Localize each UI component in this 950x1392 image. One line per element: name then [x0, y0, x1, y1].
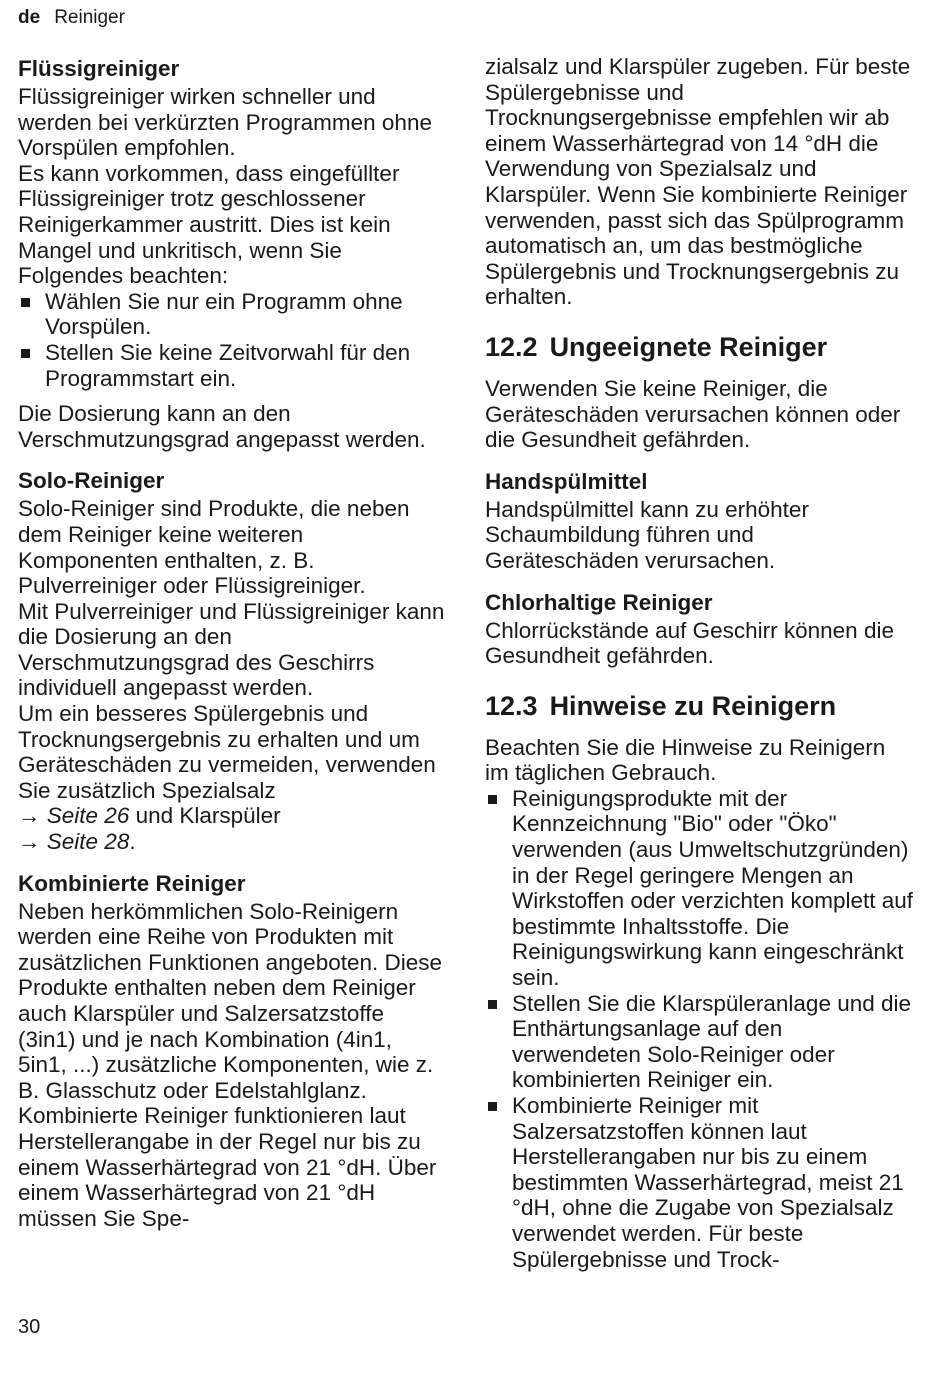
heading-fluessigreiniger: Flüssigreiniger — [18, 56, 180, 81]
paragraph: Flüssigreiniger wirken schneller und werden bei verkürzten Programmen ohne Vorspülen empfohlen. — [18, 84, 432, 161]
heading-solo-reiniger: Solo-Reiniger — [18, 468, 165, 494]
list-item: Stellen Sie keine Zeitvorwahl für den Programmstart ein. — [18, 340, 446, 391]
paragraph: Es kann vorkommen, dass eingefüllter Flüssigreiniger trotz geschlossener Reinigerkammer austritt. Dies ist kein Mangel und unkritisch, wenn Sie Folgendes beachten: — [18, 160, 400, 289]
heading-kombinierte-reiniger: Kombinierte Reiniger — [18, 870, 246, 896]
paragraph: Mit Pulverreiniger und Flüssigreiniger kann die Dosierung an den Verschmutzungsgrad des Geschirrs individuell angepasst werden. — [18, 598, 445, 701]
arrow-icon: → — [18, 829, 41, 855]
list-item: Kombinierte Reiniger mit Salzersatzstoffen können laut Herstellerangaben nur bis zu einem bestimmten Wasserhärtegrad, meist 21 °dH, ohne die Zugabe von Spezialsalz verwendet werden. Für beste Spülergebnisse und Trock- — [485, 1093, 913, 1272]
paragraph: Solo-Reiniger sind Produkte, die neben dem Reiniger keine weiteren Komponenten enthalten, z. B. Pulverreiniger oder Flüssigreiniger. — [18, 496, 410, 599]
paragraph: zialsalz und Klarspüler zugeben. Für beste Spülergebnisse und Trocknungsergebnisse empfehlen wir ab einem Wasserhärtegrad von 14 °dH die Verwendung von Spezialsalz und Klarspüler. Wenn Sie kombinierte Reiniger verwenden, passt sich das Spülprogramm automatisch an, um das bestmögliche Spülergebnis und Trocknungsergebnis zu erhalten. — [485, 54, 911, 310]
paragraph: Beachten Sie die Hinweise zu Reinigern im täglichen Gebrauch. — [485, 734, 886, 786]
heading-handspuelmittel: Handspülmittel — [485, 468, 648, 494]
page-header — [18, 7, 125, 29]
list-item: Reinigungsprodukte mit der Kennzeichnung "Bio" oder "Öko" verwenden (aus Umweltschutzgründen) in der Regel geringere Mengen an Wirkstoffen oder verzichten komplett auf bestimmte Inhaltsstoffe. Die Reinigungswirkung kann eingeschränkt sein. — [485, 786, 913, 991]
list-item: Stellen Sie die Klarspüleranlage und die Enthärtungsanlage auf den verwendeten Solo-Reiniger oder kombinierten Reiniger ein. — [485, 991, 913, 1093]
arrow-icon: → — [18, 803, 41, 829]
section-heading-12-3: 12.3 Hinweise zu Reinigern — [485, 690, 837, 721]
bullet-list — [18, 289, 446, 391]
header-section: Reiniger — [54, 7, 125, 28]
paragraph: Chlorrückstände auf Geschirr können die Gesundheit gefährden. — [485, 617, 894, 669]
bullet-list — [485, 786, 913, 1272]
paragraph: Handspülmittel kann zu erhöhter Schaumbildung führen und Geräteschäden verursachen. — [485, 496, 809, 573]
language-code: de — [18, 7, 41, 28]
right-column — [485, 54, 913, 1272]
paragraph: Neben herkömmlichen Solo-Reinigern werden eine Reihe von Produkten mit zusätzlichen Funktionen angeboten. Diese Produkte enthalten neben dem Reiniger auch Klarspüler und Salzersatzstoffe (3in1) und je nach Kombination (4in1, 5in1, ...) zusätzliche Komponenten, wie z. B. Glasschutz oder Edelstahlglanz. — [18, 898, 443, 1103]
section-heading-12-2: 12.2 Ungeeignete Reiniger — [485, 331, 828, 362]
page-reference-link[interactable]: Seite 26 — [46, 803, 130, 829]
paragraph: Die Dosierung kann an den Verschmutzungsgrad angepasst werden. — [18, 401, 426, 452]
left-column — [18, 54, 446, 1231]
list-item: Wählen Sie nur ein Programm ohne Vorspülen. — [18, 289, 446, 340]
heading-chlorhaltige-reiniger: Chlorhaltige Reiniger — [485, 589, 713, 615]
paragraph: Verwenden Sie keine Reiniger, die Geräteschäden verursachen können oder die Gesundheit gefährden. — [485, 375, 901, 453]
paragraph: Um ein besseres Spülergebnis und Trocknungsergebnis zu erhalten und um Geräteschäden zu vermeiden, verwenden Sie zusätzlich Spezialsalz → Seite 26 und Klarspüler → Seite 28. — [18, 701, 436, 855]
paragraph: Kombinierte Reiniger funktionieren laut Herstellerangabe in der Regel nur bis zu einem Wasserhärtegrad von 21 °dH. Über einem Wasserhärtegrad von 21 °dH müssen Sie Spe- — [18, 1103, 437, 1231]
page-reference-link[interactable]: Seite 28 — [46, 829, 130, 855]
page-number: 30 — [18, 1316, 41, 1338]
